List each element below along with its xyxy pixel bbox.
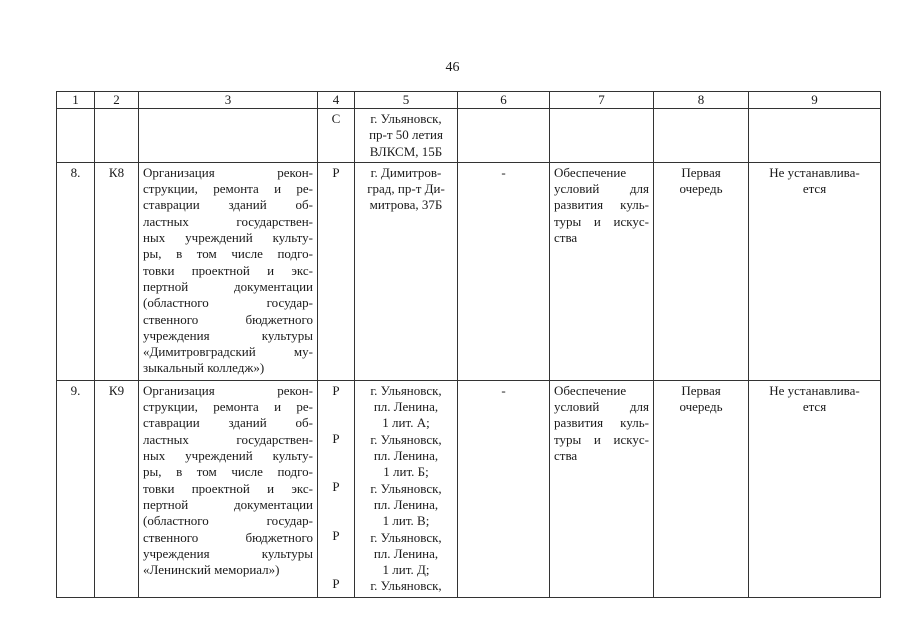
column-number: 5 — [355, 92, 458, 109]
object-code-cell: К9 — [95, 380, 139, 597]
purpose-cell: Обеспечение условий для развития куль- туры и искус- ства — [550, 162, 654, 380]
object-type-cell: Р Р Р Р Р — [318, 380, 355, 597]
column-number: 4 — [318, 92, 355, 109]
description-cell: Организация рекон- струкции, ремонта и ре- ставрации зданий об- ластных государствен- ных учреждений культу- ры, в том числе подго- товки проектной и экс- пертной документации (областного государ- ственного бюджетного учреждения культуры «Ленинский мемориал») — [139, 380, 318, 597]
address-cell: г. Ульяновск, пр-т 50 летия ВЛКСМ, 15Б — [355, 109, 458, 163]
address-cell: г. Ульяновск, пл. Ленина, 1 лит. А; г. Ульяновск, пл. Ленина, 1 лит. Б; г. Ульяновск, пл. Ленина, 1 лит. В; г. Ульяновск, пл. Ленина, 1 лит. Д; г. Ульяновск, — [355, 380, 458, 597]
table-row — [57, 162, 881, 380]
row-number-cell: 9. — [57, 380, 95, 597]
object-code-cell: К8 — [95, 162, 139, 380]
object-type-cell: Р — [318, 162, 355, 380]
object-type-cell: С — [318, 109, 355, 163]
page-number: 46 — [445, 60, 460, 75]
zone-cell: Не устанавлива- ется — [749, 162, 881, 380]
column-number-row — [57, 92, 881, 109]
column-number: 2 — [95, 92, 139, 109]
purpose-cell: Обеспечение условий для развития куль- туры и искус- ства — [550, 380, 654, 597]
address-cell: г. Димитров- град, пр-т Ди- митрова, 37Б — [355, 162, 458, 380]
priority-cell: Первая очередь — [654, 380, 749, 597]
column-number: 1 — [57, 92, 95, 109]
column-number: 8 — [654, 92, 749, 109]
planned-objects-table — [56, 91, 881, 598]
column-number: 9 — [749, 92, 881, 109]
column-number: 7 — [550, 92, 654, 109]
table-row-continuation — [57, 109, 881, 163]
priority-cell: Первая очередь — [654, 162, 749, 380]
column-number: 6 — [458, 92, 550, 109]
column-number: 3 — [139, 92, 318, 109]
description-cell: Организация рекон- струкции, ремонта и ре- ставрации зданий об- ластных государствен- ных учреждений культу- ры, в том числе подго- товки проектной и экс- пертной документации (областного государ- ственного бюджетного учреждения культуры «Димитровградский му- зыкальный колледж») — [139, 162, 318, 380]
row-number-cell: 8. — [57, 162, 95, 380]
column-6-cell: - — [458, 380, 550, 597]
zone-cell: Не устанавлива- ется — [749, 380, 881, 597]
column-6-cell: - — [458, 162, 550, 380]
table-row — [57, 380, 881, 597]
